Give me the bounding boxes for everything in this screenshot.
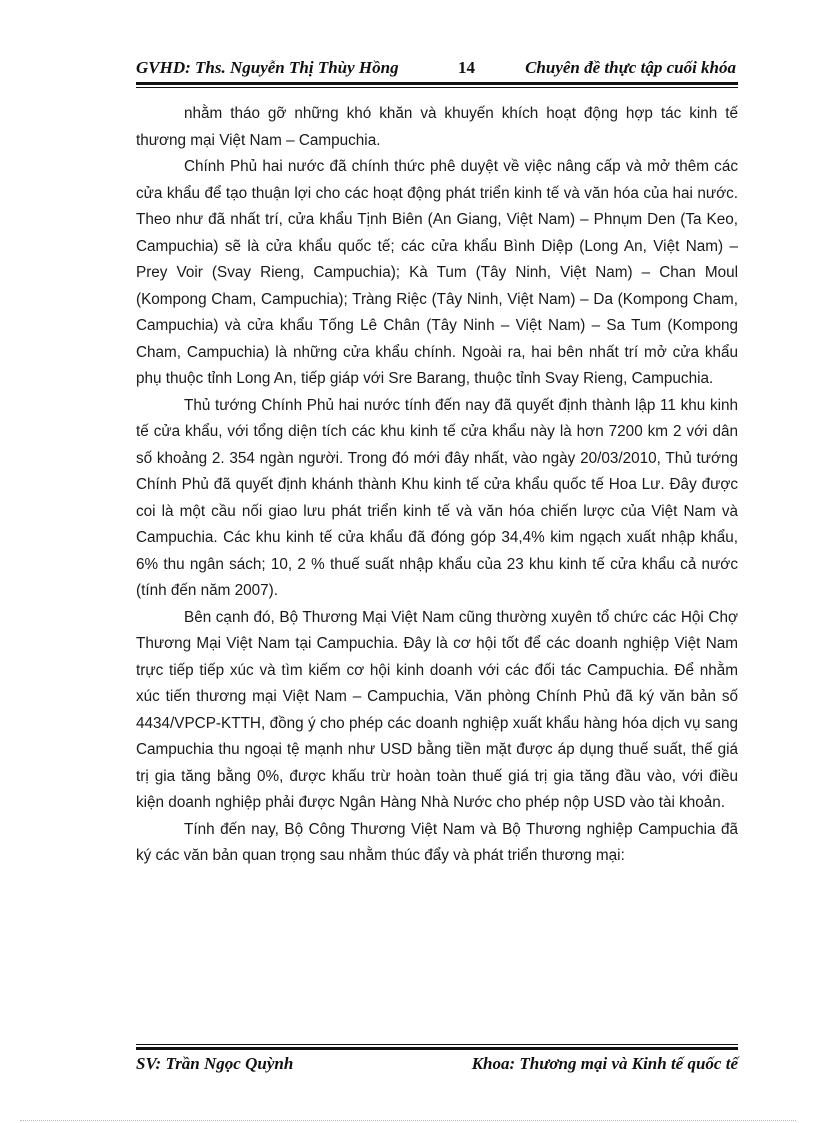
student-label: SV: Trần Ngọc Quỳnh <box>136 1054 294 1073</box>
page-bottom-dotted-line <box>20 1120 796 1122</box>
paragraph-3: Thủ tướng Chính Phủ hai nước tính đến nay đã quyết định thành lập 11 khu kinh tế cửa khẩu, với tổng diện tích các khu kinh tế cửa khẩu này là hơn 7200 km 2 với dân số khoảng 2. 354 ngàn người. Trong đó mới đây nhất, vào ngày 20/03/2010, Thủ tướng Chính Phủ đã quyết định khánh thành Khu kinh tế cửa khẩu quốc tế Hoa Lư. Đây được coi là một cầu nối giao lưu phát triển kinh tế và văn hóa chiến lược của Việt Nam và Campuchia. Các khu kinh tế cửa khẩu đã đóng góp 34,4% kim ngạch xuất nhập khẩu, 6% thu ngân sách; 10, 2 % thuế suất nhập khẩu của 23 khu kinh tế cửa khẩu cả nước (tính đến năm 2007). <box>136 396 738 599</box>
footer-rule-thick <box>136 1047 738 1050</box>
page-number: 14 <box>458 58 475 77</box>
paragraph-5: Tính đến nay, Bộ Công Thương Việt Nam và Bộ Thương nghiệp Campuchia đã ký các văn bản quan trọng sau nhằm thúc đẩy và phát triển thương mại: <box>136 820 738 864</box>
header-rule-thick <box>136 82 738 85</box>
footer-rule-thin <box>136 1044 738 1045</box>
header-rule-thin <box>136 87 738 88</box>
body-text <box>136 101 738 870</box>
supervisor-label: GVHD: Ths. Nguyễn Thị Thùy Hồng <box>136 58 399 77</box>
faculty-label: Khoa: Thương mại và Kinh tế quốc tế <box>471 1054 738 1073</box>
paragraph-1: nhằm tháo gỡ những khó khăn và khuyến khích hoạt động hợp tác kinh tế thương mại Việt Nam – Campuchia. <box>136 105 738 149</box>
report-title: Chuyên đề thực tập cuối khóa <box>525 58 736 77</box>
paragraph-2: Chính Phủ hai nước đã chính thức phê duyệt về việc nâng cấp và mở thêm các cửa khẩu để tạo thuận lợi cho các hoạt động phát triển kinh tế và văn hóa của hai nước. Theo như đã nhất trí, cửa khẩu Tịnh Biên (An Giang, Việt Nam) – Phnụm Den (Ta Keo, Campuchia) sẽ là cửa khẩu quốc tế; các cửa khẩu Bình Diệp (Long An, Việt Nam) – Prey Voir (Svay Rieng, Campuchia); Kà Tum (Tây Ninh, Việt Nam) – Chan Moul (Kompong Cham, Campuchia); Tràng Riệc (Tây Ninh, Việt Nam) – Da (Kompong Cham, Campuchia) và cửa khẩu Tống Lê Chân (Tây Ninh – Việt Nam) – Sa Tum (Kompong Cham, Campuchia) là những cửa khẩu chính. Ngoài ra, hai bên nhất trí mở cửa khẩu phụ thuộc tỉnh Long An, tiếp giáp với Sre Barang, thuộc tỉnh Svay Rieng, Campuchia. <box>136 158 738 387</box>
paragraph-4: Bên cạnh đó, Bộ Thương Mại Việt Nam cũng thường xuyên tổ chức các Hội Chợ Thương Mại Việt Nam tại Campuchia. Đây là cơ hội tốt để các doanh nghiệp Việt Nam trực tiếp tiếp xúc và tìm kiếm cơ hội kinh doanh với các đối tác Campuchia. Để nhằm xúc tiến thương mại Việt Nam – Campuchia, Văn phòng Chính Phủ đã ký văn bản số 4434/VPCP-KTTH, đồng ý cho phép các doanh nghiệp xuất khẩu hàng hóa dịch vụ sang Campuchia thu ngoại tệ mạnh như USD bằng tiền mặt được áp dụng thuế suất, thế giá trị gia tăng bằng 0%, được khấu trừ hoàn toàn thuế giá trị gia tăng đầu vào, với điều kiện doanh nghiệp phải được Ngân Hàng Nhà Nước cho phép nộp USD vào tài khoản. <box>136 608 738 811</box>
page-footer <box>136 1054 738 1076</box>
page-header <box>136 58 736 80</box>
